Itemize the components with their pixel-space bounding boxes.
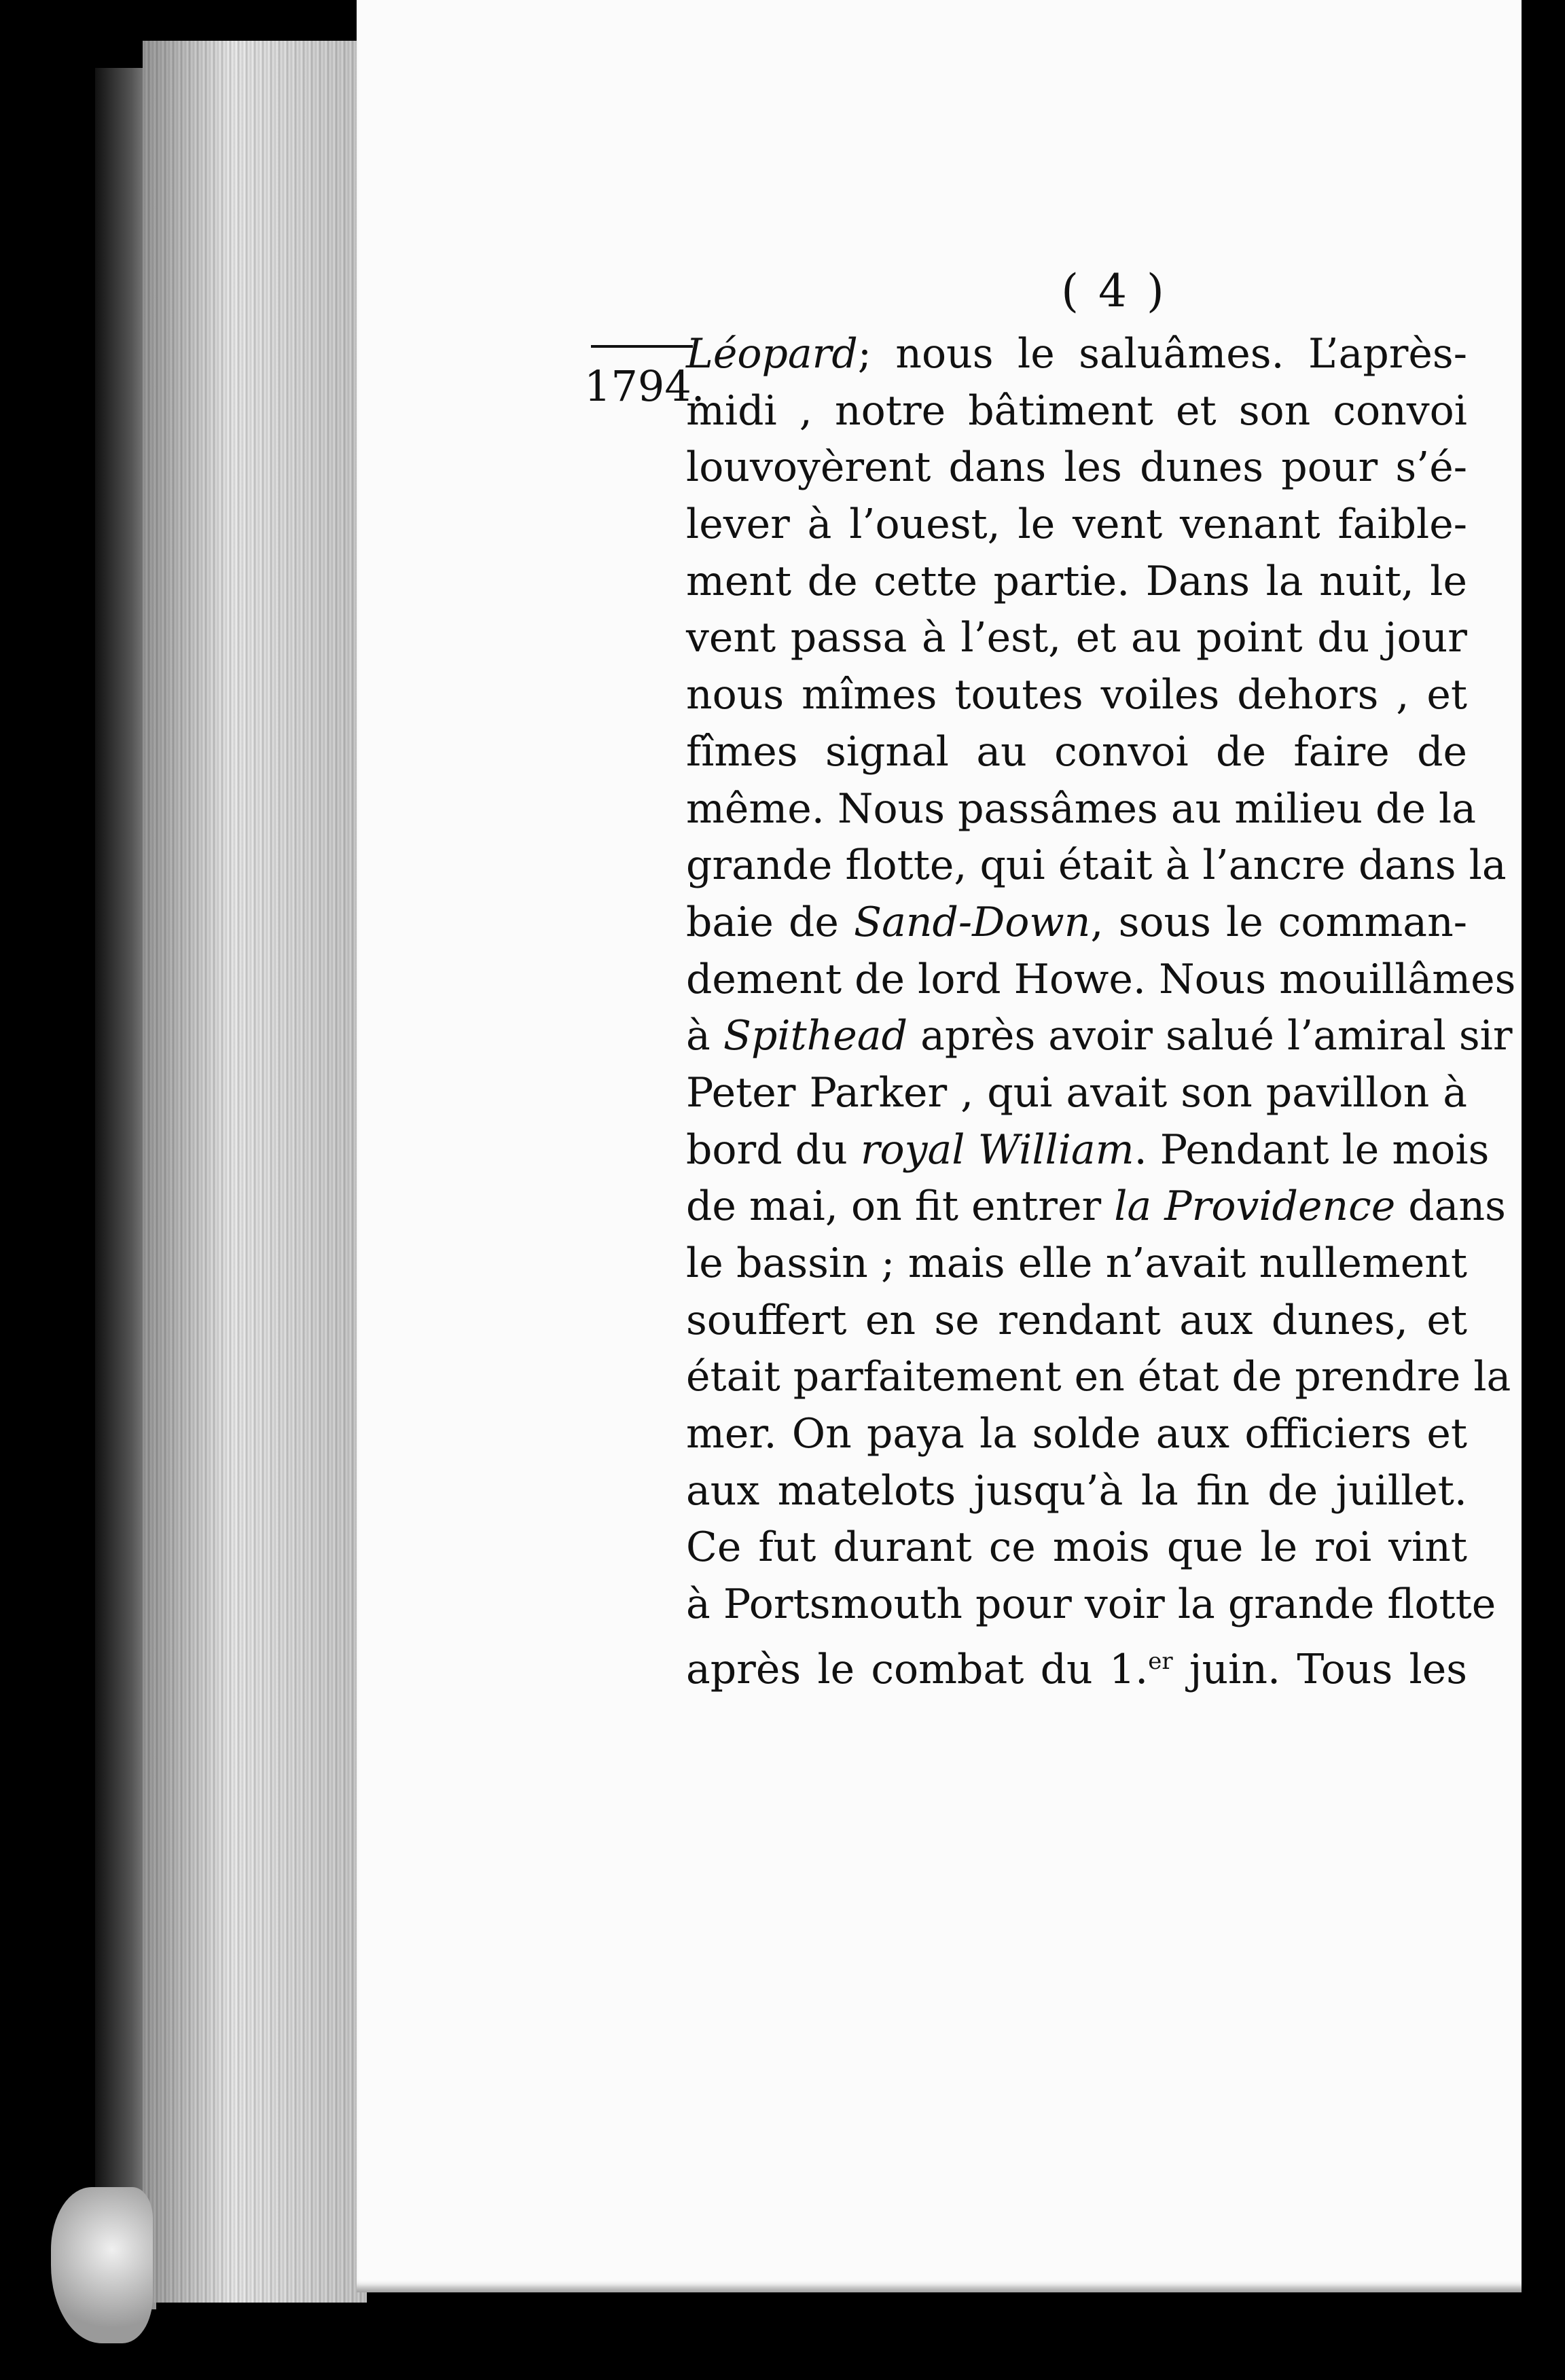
scan-border [1522,0,1565,2380]
text-line [686,1236,1467,1293]
text-run: dans [1395,1183,1506,1231]
text-line [686,610,1467,667]
italic-text: la Providence [1114,1183,1396,1231]
text-line [686,383,1467,440]
text-run: même. Nous passâmes au milieu de la [686,785,1476,833]
text-line [686,1008,1513,1065]
text-run: vent passa à l’est, et au point du jour [686,614,1467,662]
text-run: ; nous le saluâmes. L’après- [857,330,1467,378]
text-run: , sous le comman- [1090,898,1467,946]
text-run: juin. Tous les [1172,1645,1468,1693]
text-line [686,1634,1467,1691]
text-line [686,1519,1467,1576]
text-line [686,781,1476,838]
page-corner-curl [51,2187,153,2343]
italic-text: Léopard [686,330,858,378]
text-run: de mai, on fit entrer [686,1183,1115,1231]
text-run: à Portsmouth pour voir la grande flotte [686,1581,1496,1629]
text-run: louvoyèrent dans les dunes pour s’é- [686,444,1467,492]
margin-year: 1794. [584,361,705,411]
text-line [686,1349,1511,1406]
text-line [686,1576,1496,1634]
text-run: nous mîmes toutes voiles dehors , et [686,671,1467,719]
page-edges [143,41,367,2303]
body-text [686,326,1516,1693]
margin-rule [591,345,693,348]
text-run: dement de lord Howe. Nous mouillâmes [686,955,1516,1003]
text-run: après le combat du 1. [686,1645,1149,1693]
text-line [686,439,1467,497]
text-run: à [686,1012,723,1060]
text-run: mer. On paya la solde aux officiers et [686,1410,1467,1458]
text-run: Ce fut durant ce mois que le roi vint [686,1523,1467,1572]
text-run: bord du [686,1125,861,1174]
superscript-text: er [1148,1647,1173,1675]
text-line [686,1406,1467,1463]
text-run: fîmes signal au convoi de faire de [686,727,1467,776]
text-run: grande flotte, qui était à l’ancre dans la [686,842,1507,890]
text-line [686,1293,1467,1350]
text-line [686,724,1467,781]
text-line [686,837,1507,895]
text-run: lever à l’ouest, le vent venant faible- [686,501,1467,549]
text-line [686,1178,1506,1236]
page-number: ( 4 ) [1061,265,1167,317]
text-line [686,895,1467,952]
text-line [686,1122,1490,1179]
italic-text: Sand-Down [853,898,1091,946]
italic-text: Spithead [723,1012,907,1060]
text-line [686,1463,1467,1520]
text-run: le bassin ; mais elle n’avait nullement [686,1240,1467,1287]
text-run: souffert en se rendant aux dunes, et [686,1296,1467,1344]
text-line [686,667,1467,724]
text-run: aux matelots jusqu’à la fin de juillet. [686,1466,1467,1515]
italic-text: royal William [860,1125,1134,1174]
text-line [686,497,1467,554]
text-run: baie de [686,898,854,946]
text-line [686,554,1467,611]
text-run: midi , notre bâtiment et son convoi [686,386,1467,435]
text-run: ment de cette partie. Dans la nuit, le [686,557,1467,605]
text-run: après avoir salué l’amiral sir [907,1012,1513,1060]
text-line [686,952,1516,1009]
text-line [686,326,1467,383]
text-run: . Pendant le mois [1134,1125,1490,1174]
text-line [686,1065,1467,1122]
text-run: était parfaitement en état de prendre la [686,1353,1511,1401]
text-run: Peter Parker , qui avait son pavillon à [686,1068,1467,1117]
